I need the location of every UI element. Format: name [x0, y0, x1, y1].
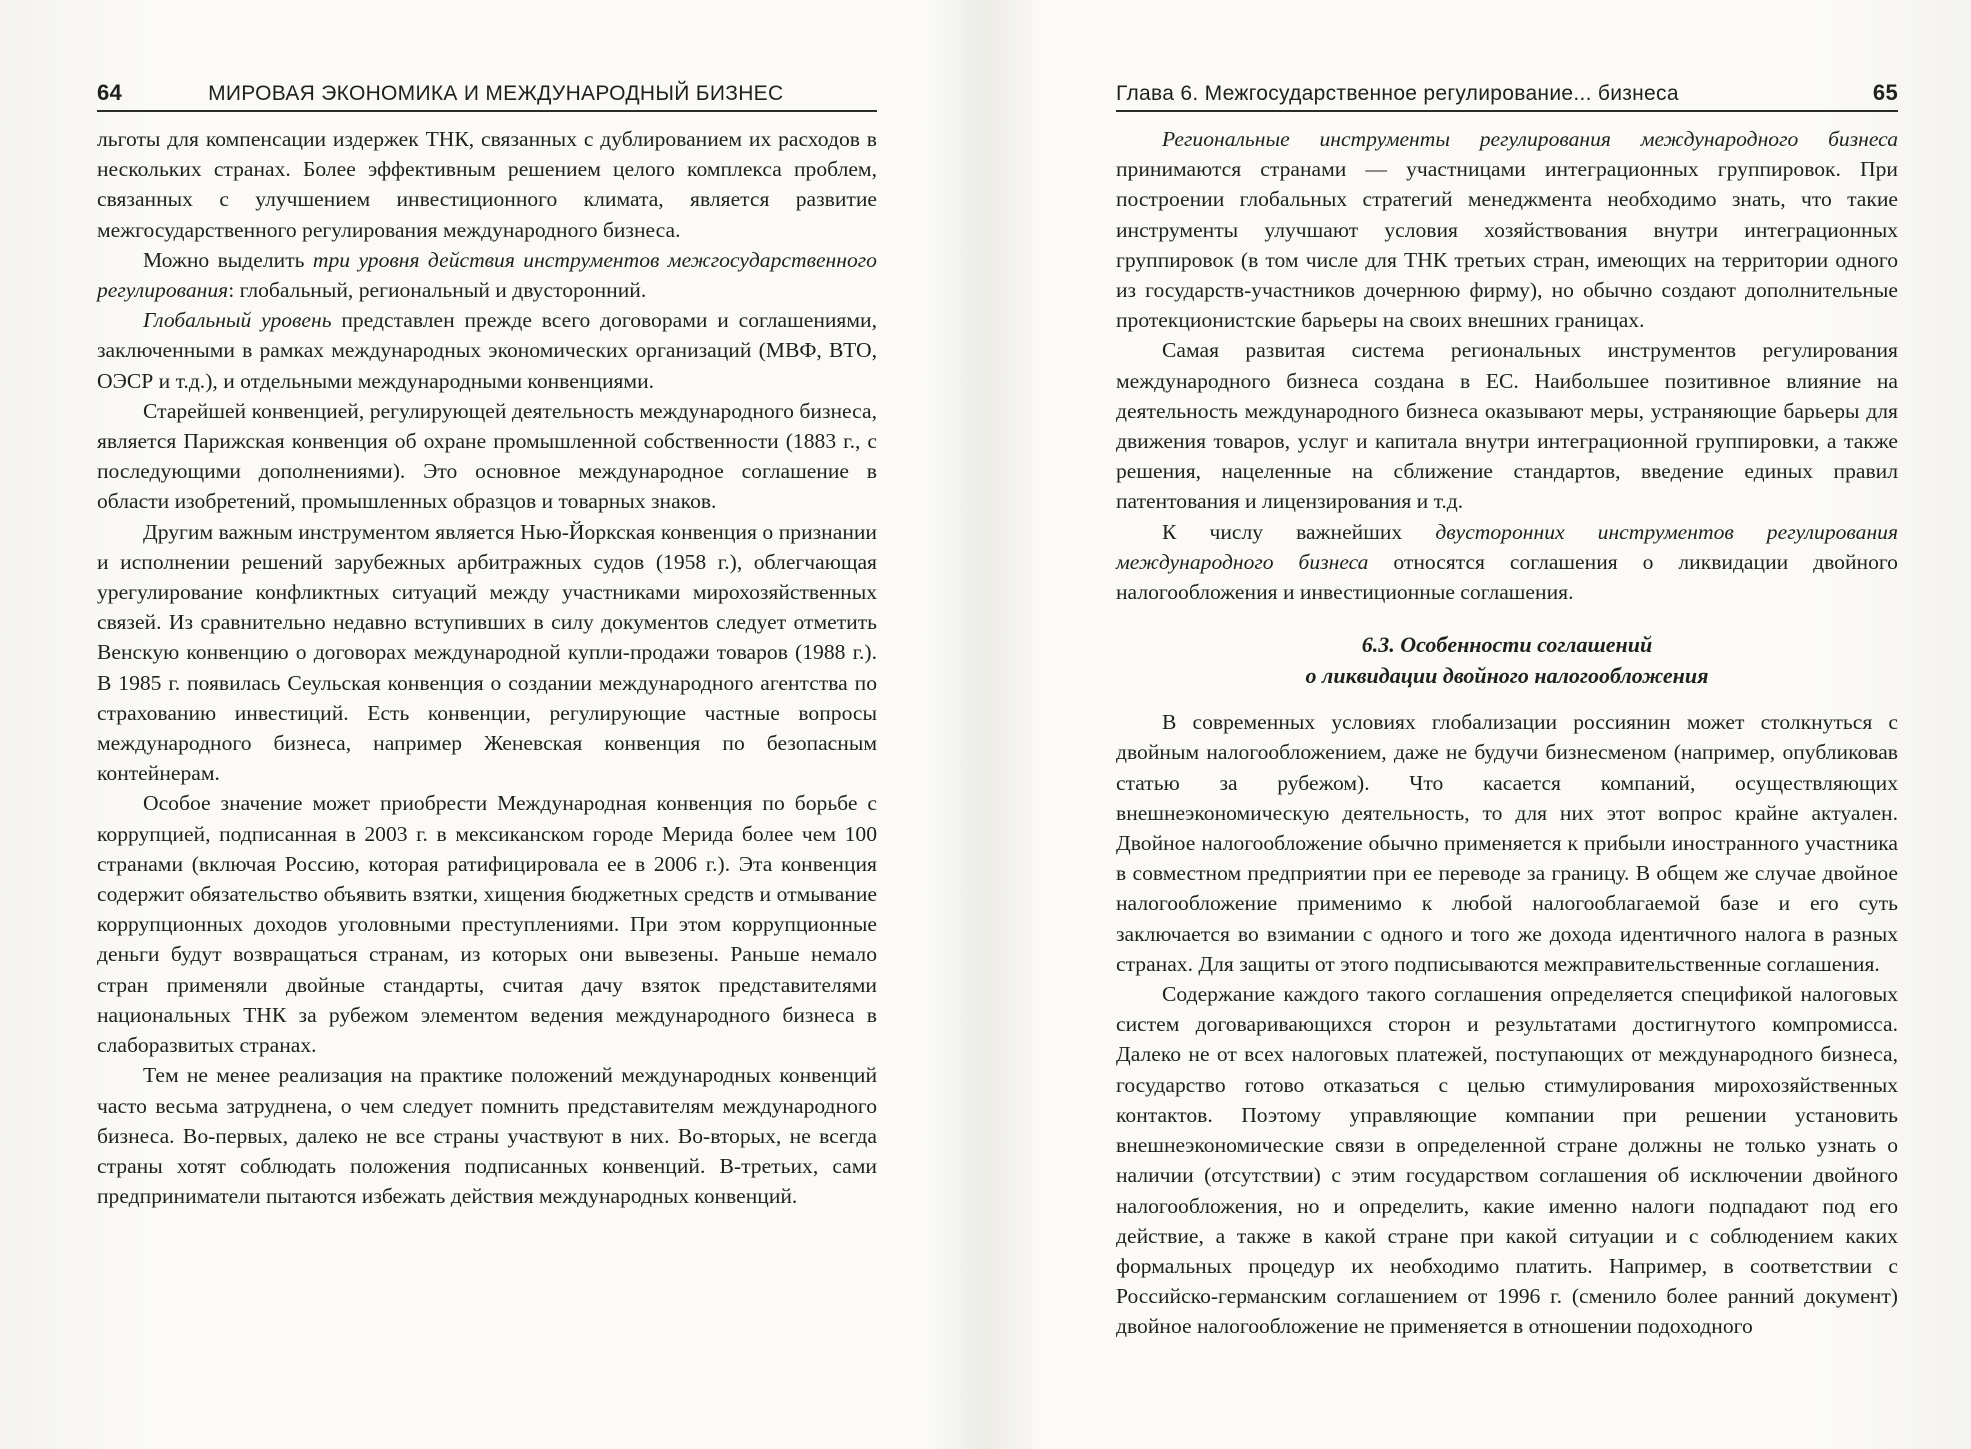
right-p1-text-b: принимаются странами — участницами интеграционных группировок. При построении глобальных стратегий менеджмента необходимо знать, что такие инструменты улучшают условия хозяйствования внутри интеграционных группировок (в том числе для ТНК третьих стран, имеющих на территории одного из государств-участников дочернюю фирму), но обычно создают дополнительные протекционистские барьеры на своих внешних границах.: [1116, 157, 1898, 333]
left-page-number: 64: [97, 80, 123, 105]
section-heading-line-1: 6.3. Особенности соглашений: [1361, 632, 1653, 658]
left-running-head: [97, 70, 877, 112]
right-paragraph-3: [1116, 517, 1898, 608]
left-paragraph-2: [97, 245, 877, 305]
right-p3-emphasis: двусторонних инструментов регулирования международного бизнеса: [1116, 519, 1898, 574]
left-p2-text-a: Можно выделить: [143, 247, 313, 272]
right-paragraph-4: В современных условиях глобализации россиянин может столкнуться с двойным налогообложением, даже не будучи бизнесменом (например, опубликовав статью за рубежом). Что касается компаний, осуществляющих внешнеэкономическую деятельность, то для них этот вопрос крайне актуален. Двойное налогообложение обычно применяется к прибыли иностранного участника в совместном предприятии при ее переводе за границу. В общем же случае двойное налогообложение применимо к любой налогооблагаемой базе и его суть заключается во взимании с одного и того же дохода идентичного налога в разных странах. Для защиты от этого подписываются межправительственные соглашения.: [1116, 710, 1898, 976]
left-paragraph-6: Особое значение может приобрести Международная конвенция по борьбе с коррупцией, подписанная в 2003 г. в мексиканском городе Мерида более чем 100 странами (включая Россию, которая ратифицировала ее в 2006 г.). Эта конвенция содержит обязательство объявить взятки, хищения бюджетных средств и отмывание коррупционных доходов уголовными преступлениями. При этом коррупционные деньги будут возвращаться странам, из которых они вывезены. Раньше немало стран применяли двойные стандарты, считая дачу взяток представителями национальных ТНК за рубежом элементом ведения международного бизнеса в слаборазвитых странах.: [97, 791, 877, 1058]
right-page: [1116, 70, 1898, 1342]
right-p3-text-a: К числу важнейших: [1162, 519, 1436, 544]
left-paragraph-1: льготы для компенсации издержек ТНК, связанных с дублированием их расходов в нескольких странах. Более эффективным решением целого комплекса проблем, связанных с улучшением инвестиционного климата, является развитие межгосударственного регулирования международного бизнеса.: [97, 127, 877, 242]
left-p3-text-b: представлен прежде всего договорами и соглашениями, заключенными в рамках международных экономических организаций (МВФ, ВТО, ОЭСР и т.д.), и отдельными международными конвенциями.: [97, 308, 877, 393]
section-heading: [1116, 629, 1898, 691]
left-paragraph-7: Тем не менее реализация на практике положений международных конвенций часто весьма затруднена, о чем следует помнить представителям международного бизнеса. Во-первых, далеко не все страны участвуют в них. Во-вторых, не всегда страны хотят соблюдать положения подписанных конвенций. В-третьих, сами предприниматели пытаются избежать действия международных конвенций.: [97, 1063, 877, 1209]
section-heading-line-2: о ликвидации двойного налогообложения: [1305, 663, 1709, 689]
left-running-title: МИРОВАЯ ЭКОНОМИКА И МЕЖДУНАРОДНЫЙ БИЗНЕС: [208, 82, 784, 105]
right-page-number: 65: [1872, 80, 1898, 105]
right-running-title: Глава 6. Межгосударственное регулирование... бизнеса: [1116, 82, 1679, 105]
left-paragraph-3: [97, 305, 877, 396]
right-p1-emphasis: Региональные инструменты регулирования международного бизнеса: [1162, 127, 1898, 151]
right-paragraph-5: Содержание каждого такого соглашения определяется спецификой налоговых систем договаривающихся сторон и результатами достигнутого компромисса. Далеко не от всех налоговых платежей, поступающих от международного бизнеса, государство готово отказаться с целью стимулирования мирохозяйственных контактов. Поэтому управляющие компании при решении установить внешнеэкономические связи в определенной стране должны не только узнать о наличии (отсутствии) с этим государством соглашения об исключении двойного налогообложения, но и определить, какие именно налоги подпадают под его действие, а также в какой стране при какой ситуации и с соблюдением каких формальных процедур их необходимо платить. Например, в соответствии с Российско-германским соглашением от 1996 г. (сменило более ранний документ) двойное налогообложение не применяется в отношении подоходного: [1116, 982, 1898, 1339]
right-p3-text-b: относятся соглашения о ликвидации двойного налогообложения и инвестиционные соглашения.: [1116, 549, 1898, 605]
right-paragraph-2: Самая развитая система региональных инструментов регулирования международного бизнеса создана в ЕС. Наибольшее позитивное влияние на деятельность международного бизнеса оказывают меры, устраняющие барьеры для движения товаров, услуг и капитала внутри интеграционной группировки, а также решения, нацеленные на сближение стандартов, введение единых правил патентования и лицензирования и т.д.: [1116, 338, 1898, 514]
left-p2-emphasis: три уровня действия инструментов межгосударственного регулирования: [97, 247, 877, 303]
left-page: [97, 70, 877, 1211]
left-p3-emphasis: Глобальный уровень: [143, 308, 332, 333]
right-paragraph-1: [1116, 124, 1898, 335]
left-paragraph-5: Другим важным инструментом является Нью-Йоркская конвенция о признании и исполнении решений зарубежных арбитражных судов (1958 г.), облегчающая урегулирование конфликтных ситуаций между участниками мирохозяйственных связей. Из сравнительно недавно вступивших в силу документов следует отметить Венскую конвенцию о договорах международной купли-продажи товаров (1988 г.). В 1985 г. появилась Сеульская конвенция о создании международного агентства по страхованию инвестиций. Есть конвенции, регулирующие частные вопросы международного бизнеса, например Женевская конвенция по безопасным контейнерам.: [97, 519, 877, 786]
left-paragraph-4: Старейшей конвенцией, регулирующей деятельность международного бизнеса, является Парижская конвенция об охране промышленной собственности (1883 г., с последующими дополнениями). Это основное международное соглашение в области изобретений, промышленных образцов и товарных знаков.: [97, 398, 877, 514]
left-p2-text-b: : глобальный, региональный и двусторонний.: [228, 278, 647, 303]
right-running-head: [1116, 70, 1898, 112]
